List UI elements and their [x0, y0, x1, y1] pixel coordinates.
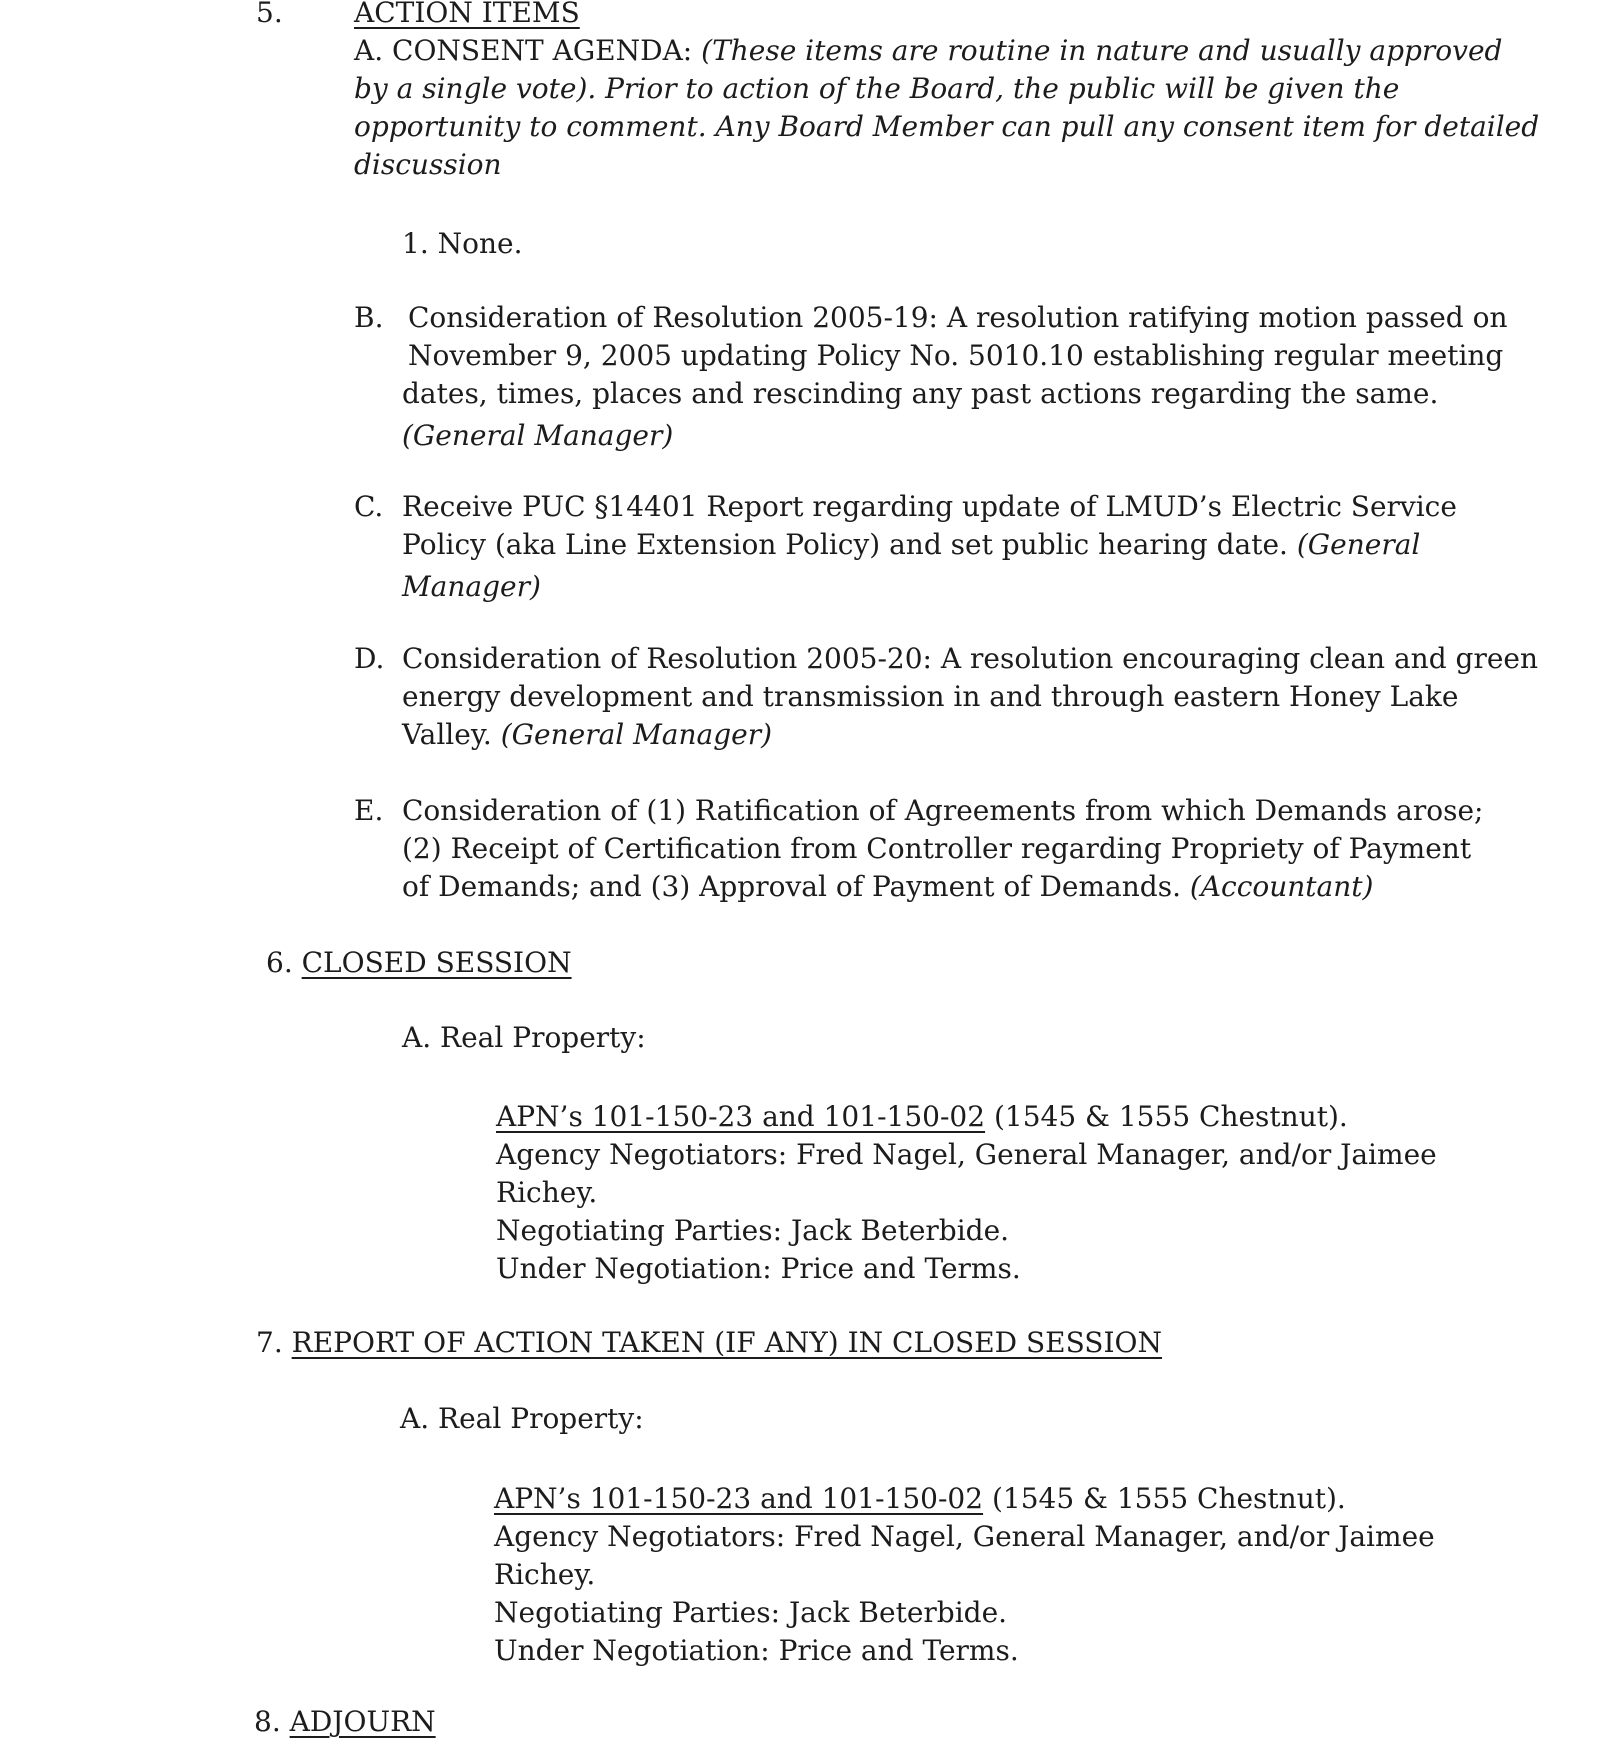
item-c-line: Receive PUC §14401 Report regarding update of LMUD’s Electric Service — [402, 490, 1457, 523]
item-b-text — [408, 299, 1508, 375]
consent-agenda-note-line: (These items are routine in nature and usually approved — [701, 34, 1503, 67]
section-8-title — [254, 1703, 436, 1741]
item-b-text-cont — [402, 375, 1438, 455]
item-d-letter: D. — [354, 642, 385, 675]
consent-subitem: 1. None. — [402, 227, 523, 260]
section-5-number: 5. — [256, 0, 283, 29]
section-6-heading: CLOSED SESSION — [301, 946, 572, 979]
negotiating-parties: Negotiating Parties: Jack Beterbide. — [496, 1214, 1010, 1247]
agency-negotiators-cont: Richey. — [494, 1558, 596, 1591]
apn-numbers: APN’s 101-150-23 and 101-150-02 — [496, 1100, 986, 1133]
apn-address: (1545 & 1555 Chestnut). — [985, 1100, 1348, 1133]
section-5-heading: ACTION ITEMS — [354, 0, 580, 29]
item-e-line: Consideration of (1) Ratification of Agreements from which Demands arose; — [402, 794, 1484, 827]
item-d-line: energy development and transmission in and through eastern Honey Lake — [402, 680, 1459, 713]
consent-agenda-item — [354, 32, 1539, 184]
section-7-heading: REPORT OF ACTION TAKEN (IF ANY) IN CLOSED SESSION — [291, 1326, 1163, 1359]
item-b-line: November 9, 2005 updating Policy No. 5010.10 establishing regular meeting — [408, 339, 1504, 372]
section-8-number: 8. — [254, 1705, 290, 1738]
agency-negotiators: Agency Negotiators: Fred Nagel, General Manager, and/or Jaimee — [496, 1138, 1437, 1171]
section-6-title — [266, 944, 572, 982]
section-7-number: 7. — [256, 1326, 292, 1359]
consent-agenda-note-line: opportunity to comment. Any Board Member can pull any consent item for detailed — [354, 110, 1540, 143]
item-b-presenter: (General Manager) — [402, 419, 674, 452]
section-6-property-details — [496, 1098, 1437, 1288]
section-7-property-details — [494, 1480, 1435, 1670]
item-d-line: Consideration of Resolution 2005-20: A resolution encouraging clean and green — [402, 642, 1539, 675]
item-e-presenter: (Accountant) — [1189, 870, 1374, 903]
agency-negotiators: Agency Negotiators: Fred Nagel, General Manager, and/or Jaimee — [494, 1520, 1435, 1553]
under-negotiation: Under Negotiation: Price and Terms. — [494, 1634, 1019, 1667]
section-7-item-a: A. Real Property: — [400, 1402, 644, 1435]
section-6-number: 6. — [266, 946, 302, 979]
negotiating-parties: Negotiating Parties: Jack Beterbide. — [494, 1596, 1008, 1629]
item-e-line: (2) Receipt of Certification from Controller regarding Propriety of Payment — [402, 832, 1472, 865]
consent-agenda-note-line: discussion — [354, 148, 502, 181]
apn-address: (1545 & 1555 Chestnut). — [983, 1482, 1346, 1515]
item-d-line: Valley. — [402, 718, 501, 751]
item-e-line: of Demands; and (3) Approval of Payment of Demands. — [402, 870, 1190, 903]
item-b-line: Consideration of Resolution 2005-19: A resolution ratifying motion passed on — [408, 301, 1508, 334]
section-6-item-a: A. Real Property: — [402, 1021, 646, 1054]
item-c-letter: C. — [354, 490, 384, 523]
agency-negotiators-cont: Richey. — [496, 1176, 598, 1209]
item-c-presenter: (General — [1296, 528, 1421, 561]
item-c-text — [402, 488, 1457, 606]
apn-numbers: APN’s 101-150-23 and 101-150-02 — [494, 1482, 984, 1515]
item-b-line: dates, times, places and rescinding any past actions regarding the same. — [402, 377, 1439, 410]
item-c-line: Policy (aka Line Extension Policy) and set public hearing date. — [402, 528, 1297, 561]
item-e-text — [402, 792, 1483, 906]
item-d-presenter: (General Manager) — [500, 718, 773, 751]
under-negotiation: Under Negotiation: Price and Terms. — [496, 1252, 1021, 1285]
consent-agenda-lead: A. CONSENT AGENDA: — [354, 34, 702, 67]
item-c-presenter: Manager) — [402, 570, 541, 603]
section-7-title — [256, 1324, 1162, 1362]
item-e-letter: E. — [354, 794, 384, 827]
consent-agenda-note-line: by a single vote). Prior to action of the Board, the public will be given the — [354, 72, 1400, 105]
item-b-letter: B. — [354, 301, 384, 334]
section-8-heading: ADJOURN — [289, 1705, 436, 1738]
item-d-text — [402, 640, 1538, 754]
